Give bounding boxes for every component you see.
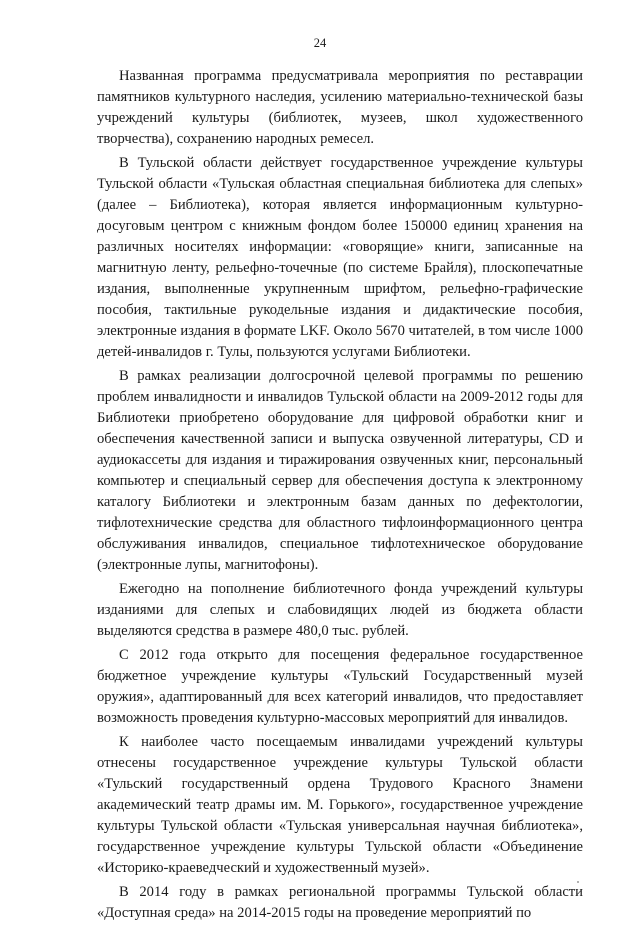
paragraph-annual-funding: Ежегодно на пополнение библиотечного фонда учреждений культуры изданиями для слепых и слабовидящих людей из бюджета области выделяются средства в размере 480,0 тыс. рублей. <box>97 581 583 639</box>
paragraph-weapons-museum: С 2012 года открыто для посещения федеральное государственное бюджетное учреждение культуры «Тульский Государственный музей оружия», адаптированный для всех категорий инвалидов, что предоставляет возможность проведения культурно-массовых мероприятий для инвалидов. <box>97 647 583 726</box>
scan-speck <box>577 881 579 883</box>
paragraph-library-equipment: В рамках реализации долгосрочной целевой программы по решению проблем инвалидности и инвалидов Тульской области на 2009-2012 годы для Библиотеки приобретено оборудование для цифровой обработки книг и обеспечения качественной записи и выпуска озвученной литературы, CD и аудиокассеты для издания и тиражирования озвученных книг, персональный компьютер и специальный сервер для обеспечения доступа к электронному каталогу Библиотеки и электронным базам данных по дефектологии, тифлотехнические средства для областного тифлоинформационного центра обслуживания инвалидов, специальное тифлотехническое оборудование (электронные лупы, магнитофоны). <box>97 368 583 573</box>
body-text <box>97 66 583 927</box>
paragraph-visited-institutions: К наиболее часто посещаемым инвалидами учреждений культуры отнесены государственное учреждение культуры Тульской области «Тульский государственный ордена Трудового Красного Знамени академический театр драмы им. М. Горького», государственное учреждение культуры Тульской области «Тульская универсальная научная библиотека», государственное учреждение культуры Тульской области «Объединение «Историко-краеведческий и художественный музей». <box>97 734 583 876</box>
paragraph-library-for-blind: В Тульской области действует государственное учреждение культуры Тульской области «Тульская областная специальная библиотека для слепых» (далее – Библиотека), которая является информационным культурно-досуговым центром с книжным фондом более 150000 единиц хранения на различных носителях информации: «говорящие» книги, записанные на магнитную ленту, рельефно-точечные (по системе Брайля), плоскопечатные издания, выполненные укрупненным шрифтом, рельефно-графические пособия, тактильные рукодельные издания и дидактические пособия, электронные издания в формате LKF. Около 5670 читателей, в том числе 1000 детей-инвалидов г. Тулы, пользуются услугами Библиотеки. <box>97 155 583 360</box>
paragraph-accessible-environment: В 2014 году в рамках региональной программы Тульской области «Доступная среда» на 2014-2015 годы на проведение мероприятий по <box>97 884 583 921</box>
paragraph-program-measures: Названная программа предусматривала мероприятия по реставрации памятников культурного наследия, усилению материально-технической базы учреждений культуры (библиотек, музеев, школ художественного творчества), сохранению народных ремесел. <box>97 68 583 147</box>
page-number: 24 <box>313 36 327 50</box>
